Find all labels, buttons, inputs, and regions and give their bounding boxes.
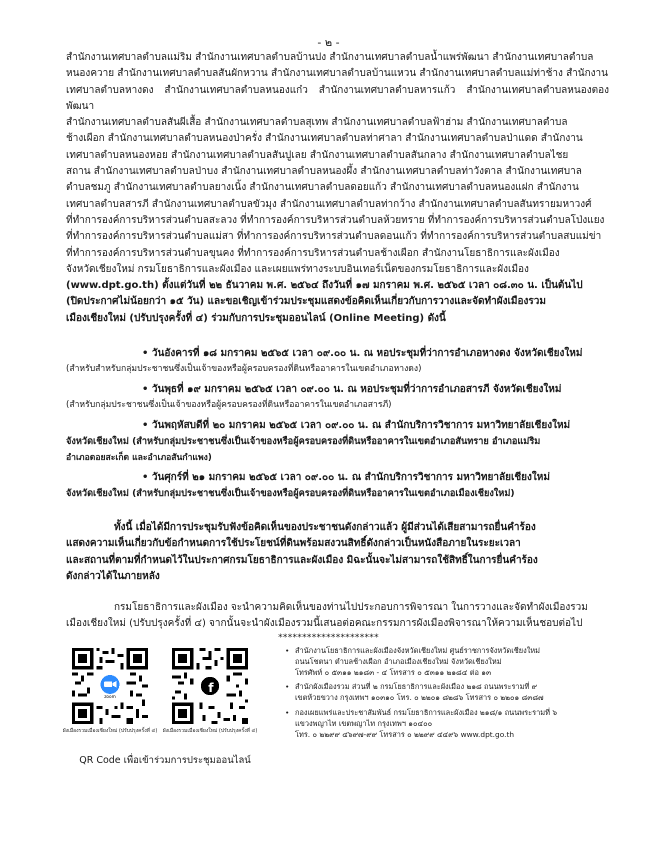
text-line: เทศบาลตำบลหางดง สำนักงานเทศบาลตำบลหนองแก๋ว สำนักงานเทศบาลตำบลหารแก้ว สำนักงานเทศบาลตำบลหนองตองพัฒนา xyxy=(66,84,609,112)
meeting-session-3 xyxy=(66,418,609,465)
session-heading: • วันพุธที่ ๑๙ มกราคม ๒๕๖๕ เวลา ๐๙.๐๐ น. ณ หอประชุมที่ว่าการอำเภอสารภี จังหวัดเชียงใหม่ xyxy=(142,384,562,395)
text-line: แสดงความเห็นเกี่ยวกับข้อกำหนดการใช้ประโยชน์ที่ดินพร้อมสงวนสิทธิ์ดังกล่าวเป็นหนังสือภายในระยะเวลา xyxy=(66,538,521,550)
contact-line: โทรศัพท์ ๐ ๕๓๑๑ ๒๑๘๓ - ๔ โทรสาร ๐ ๕๓๑๑ ๒๑๘๔ ต่อ ๑๓ xyxy=(295,667,492,677)
bullet-icon: • xyxy=(285,707,290,717)
text-line: เทศบาลตำบลสารภี สำนักงานเทศบาลตำบลขัวมุง สำนักงานเทศบาลตำบลท่ากว้าง สำนักงานเทศบาลตำบลสันทรายมหาวงศ์ xyxy=(66,198,592,210)
text-line: (www.dpt.go.th) ตั้งแต่วันที่ ๒๒ ธันวาคม พ.ศ. ๒๕๖๔ ถึงวันที่ ๑๗ มกราคม พ.ศ. ๒๕๖๕ เวลา ๐๘.๓๐ น. เป็นต้นไป xyxy=(66,280,583,292)
text-line: ที่ทำการองค์การบริหารส่วนตำบลสะลวง ที่ทำการองค์การบริหารส่วนตำบลห้วยทราย ที่ทำการองค์การบริหารส่วนตำบลโป่งแยง xyxy=(66,214,605,226)
zoom-qr-code[interactable] xyxy=(72,648,148,724)
page-number: - ๒ - xyxy=(317,36,340,49)
session-heading-cont: จังหวัดเชียงใหม่ (สำหรับกลุ่มประชาชนซึ่งเป็นเจ้าของหรือผู้ครอบครองที่ดินหรืออาคารในเขตอำเภอสันทราย อำเภอแม่ริม xyxy=(66,436,541,448)
session-note: (สำหรับสำหรับกลุ่มประชาชนซึ่งเป็นเจ้าของหรือผู้ครอบครองที่ดินหรืออาคารในเขตอำเภอหางดง) xyxy=(66,364,422,375)
facebook-qr-code[interactable] xyxy=(172,648,248,724)
text-line: เทศบาลตำบลหนองหอย สำนักงานเทศบาลตำบลสันปูเลย สำนักงานเทศบาลตำบลสันกลาง สำนักงานเทศบาลตำบลไชย xyxy=(66,149,569,161)
text-line: ช้างเผือก สำนักงานเทศบาลตำบลหนองป่าครั่ง สำนักงานเทศบาลตำบลท่าศาลา สำนักงานเทศบาลตำบลป่าแดด สำนักงาน xyxy=(66,133,583,145)
text-line: ดังกล่าวได้ในภายหลัง xyxy=(66,570,160,582)
closing-paragraph xyxy=(66,600,609,633)
text-line: เมืองเชียงใหม่ (ปรับปรุงครั้งที่ ๔) จากนั้นจะนำผังเมืองรวมนี้เสนอต่อคณะกรรมการผังเมืองพิจารณาให้ความเห็นชอบต่อไป xyxy=(66,618,583,630)
meeting-session-1 xyxy=(66,346,609,376)
intro-paragraph xyxy=(66,50,609,327)
facebook-qr-caption: ผังเมืองรวมเมืองเชียงใหม่ (ปรับปรุงครั้งที่ ๔) xyxy=(162,728,258,734)
zoom-qr-caption: ผังเมืองรวมเมืองเชียงใหม่ (ปรับปรุงครั้งที่ ๔) xyxy=(62,728,158,734)
session-heading: • วันพฤหัสบดีที่ ๒๐ มกราคม ๒๕๖๕ เวลา ๐๙.๐๐ น. ณ สำนักบริการวิชาการ มหาวิทยาลัยเชียงใหม่ xyxy=(142,420,571,431)
text-line: สำนักงานเทศบาลตำบลสันผีเสื้อ สำนักงานเทศบาลตำบลสุเทพ สำนักงานเทศบาลตำบลฟ้าฮ่าม สำนักงานเทศบาลตำบล xyxy=(66,117,568,129)
contact-line: กองเผยแพร่และประชาสัมพันธ์ กรมโยธาธิการและผังเมือง ๒๑๘/๑ ถนนพระรามที่ ๖ xyxy=(295,707,558,717)
text-line: ที่ทำการองค์การบริหารส่วนตำบลแม่สา ที่ทำการองค์การบริหารส่วนตำบลดอนแก้ว ที่ทำการองค์การบริหารส่วนตำบลสบแม่ข่า xyxy=(66,231,602,243)
session-heading: • วันอังคารที่ ๑๘ มกราคม ๒๕๖๕ เวลา ๐๙.๐๐ น. ณ หอประชุมที่ว่าการอำเภอหางดง จังหวัดเชียงใหม่ xyxy=(142,348,583,359)
text-line: กรมโยธาธิการและผังเมือง จะนำความคิดเห็นของท่านไปประกอบการพิจารณา ในการวางและจัดทำผังเมืองรวม xyxy=(114,602,588,613)
contact-line: ถนนโชตนา ตำบลช้างเผือก อำเภอเมืองเชียงใหม่ จังหวัดเชียงใหม่ xyxy=(295,656,502,666)
text-line: สำนักงานเทศบาลตำบลแม่ริม สำนักงานเทศบาลตำบลบ้านปง สำนักงานเทศบาลตำบลน้ำแพร่พัฒนา สำนักงานเทศบาลตำบล xyxy=(66,52,594,63)
session-note: (สำหรับกลุ่มประชาชนซึ่งเป็นเจ้าของหรือผู้ครอบครองที่ดินหรืออาคารในเขตอำเภอสารภี) xyxy=(66,400,392,411)
contact-list xyxy=(285,646,615,744)
contact-line: โทร. ๐ ๒๒๙๙ ๔๖๙๗-๙๙ โทรสาร ๐ ๒๒๙๙ ๔๔๙๖ www.dpt.go.th xyxy=(295,729,515,739)
text-line: จังหวัดเชียงใหม่ กรมโยธาธิการและผังเมือง และเผยแพร่ทางระบบอินเทอร์เน็ตของกรมโยธาธิการและผังเมือง xyxy=(66,263,529,275)
qr-label: QR Code เพื่อเข้าร่วมการประชุมออนไลน์ xyxy=(79,755,251,766)
contact-line: สำนักผังเมืองรวม ส่วนที่ ๒ กรมโยธาธิการและผังเมือง ๒๑๘ ถนนพระรามที่ ๙ xyxy=(295,682,538,692)
zoom-badge: zoom xyxy=(104,694,116,700)
separator: ********************* xyxy=(278,633,379,643)
session-note: อำเภอดอยสะเก็ด และอำเภอสันกำแพง) xyxy=(66,452,212,463)
text-line: สถาน สำนักงานเทศบาลตำบลป่าบง สำนักงานเทศบาลตำบลหนองผึ้ง สำนักงานเทศบาลตำบลท่าวังตาล สำนักงานเทศบาล xyxy=(66,166,582,178)
text-line: ตำบลชมภู สำนักงานเทศบาลตำบลยางเนิ้ง สำนักงานเทศบาลตำบลดอยแก้ว สำนักงานเทศบาลตำบลหนองแฝก สำนักงาน xyxy=(66,182,579,194)
session-heading-cont: จังหวัดเชียงใหม่ (สำหรับกลุ่มประชาชนซึ่งเป็นเจ้าของหรือผู้ครอบครองที่ดินหรืออาคารในเขตอำเภอเมืองเชียงใหม่) xyxy=(66,488,515,500)
contact-line: แขวงพญาไท เขตพญาไท กรุงเทพฯ ๑๐๔๐๐ xyxy=(295,718,433,728)
contact-line: เขตห้วยขวาง กรุงเทพฯ ๑๐๓๑๐ โทร. ๐ ๒๒๐๑ ๘๒๘๖ โทรสาร ๐ ๒๒๐๑ ๘๓๘๗ xyxy=(295,693,544,703)
meeting-session-4 xyxy=(66,470,609,503)
bullet-icon: • xyxy=(285,682,290,692)
bullet-icon: • xyxy=(285,646,290,655)
facebook-badge: f xyxy=(208,681,214,696)
contact-provincial-office xyxy=(285,646,615,678)
text-line: ทั้งนี้ เมื่อได้มีการประชุมรับฟังข้อคิดเห็นของประชาชนดังกล่าวแล้ว ผู้มีส่วนได้เสียสามารถยื่นคำร้อง xyxy=(114,522,536,533)
session-heading: • วันศุกร์ที่ ๒๑ มกราคม ๒๕๖๕ เวลา ๐๙.๐๐ น. ณ สำนักบริการวิชาการ มหาวิทยาลัยเชียงใหม่ xyxy=(142,472,550,483)
meeting-session-2 xyxy=(66,382,609,412)
contact-pr-division xyxy=(285,708,615,740)
rights-paragraph xyxy=(66,520,609,585)
text-line: ที่ทำการองค์การบริหารส่วนตำบลขุนคง ที่ทำการองค์การบริหารส่วนตำบลช้างเผือก สำนักงานโยธาธิการและผังเมือง xyxy=(66,247,560,259)
text-line: และสถานที่ตามที่กำหนดไว้ในประกาศกรมโยธาธิการและผังเมือง มิฉะนั้นจะไม่สามารถใช้สิทธิ์ในการยื่นคำร้อง xyxy=(66,554,538,566)
contact-line: สำนักงานโยธาธิการและผังเมืองจังหวัดเชียงใหม่ ศูนย์ราชการจังหวัดเชียงใหม่ xyxy=(295,646,541,655)
text-line: เมืองเชียงใหม่ (ปรับปรุงครั้งที่ ๔) ร่วมกับการประชุมออนไลน์ (Online Meeting) ดังนี้ xyxy=(66,312,446,324)
text-line: หนองควาย สำนักงานเทศบาลตำบลสันผักหวาน สำนักงานเทศบาลตำบลบ้านแหวน สำนักงานเทศบาลตำบลแม่ท่าช้าง สำนักงาน xyxy=(66,68,609,80)
contact-planning-bureau xyxy=(285,682,615,704)
text-line: (ปิดประกาศไม่น้อยกว่า ๑๕ วัน) และขอเชิญเข้าร่วมประชุมแสดงข้อคิดเห็นเกี่ยวกับการวางและจัดทำผังเมืองรวม xyxy=(66,296,546,308)
